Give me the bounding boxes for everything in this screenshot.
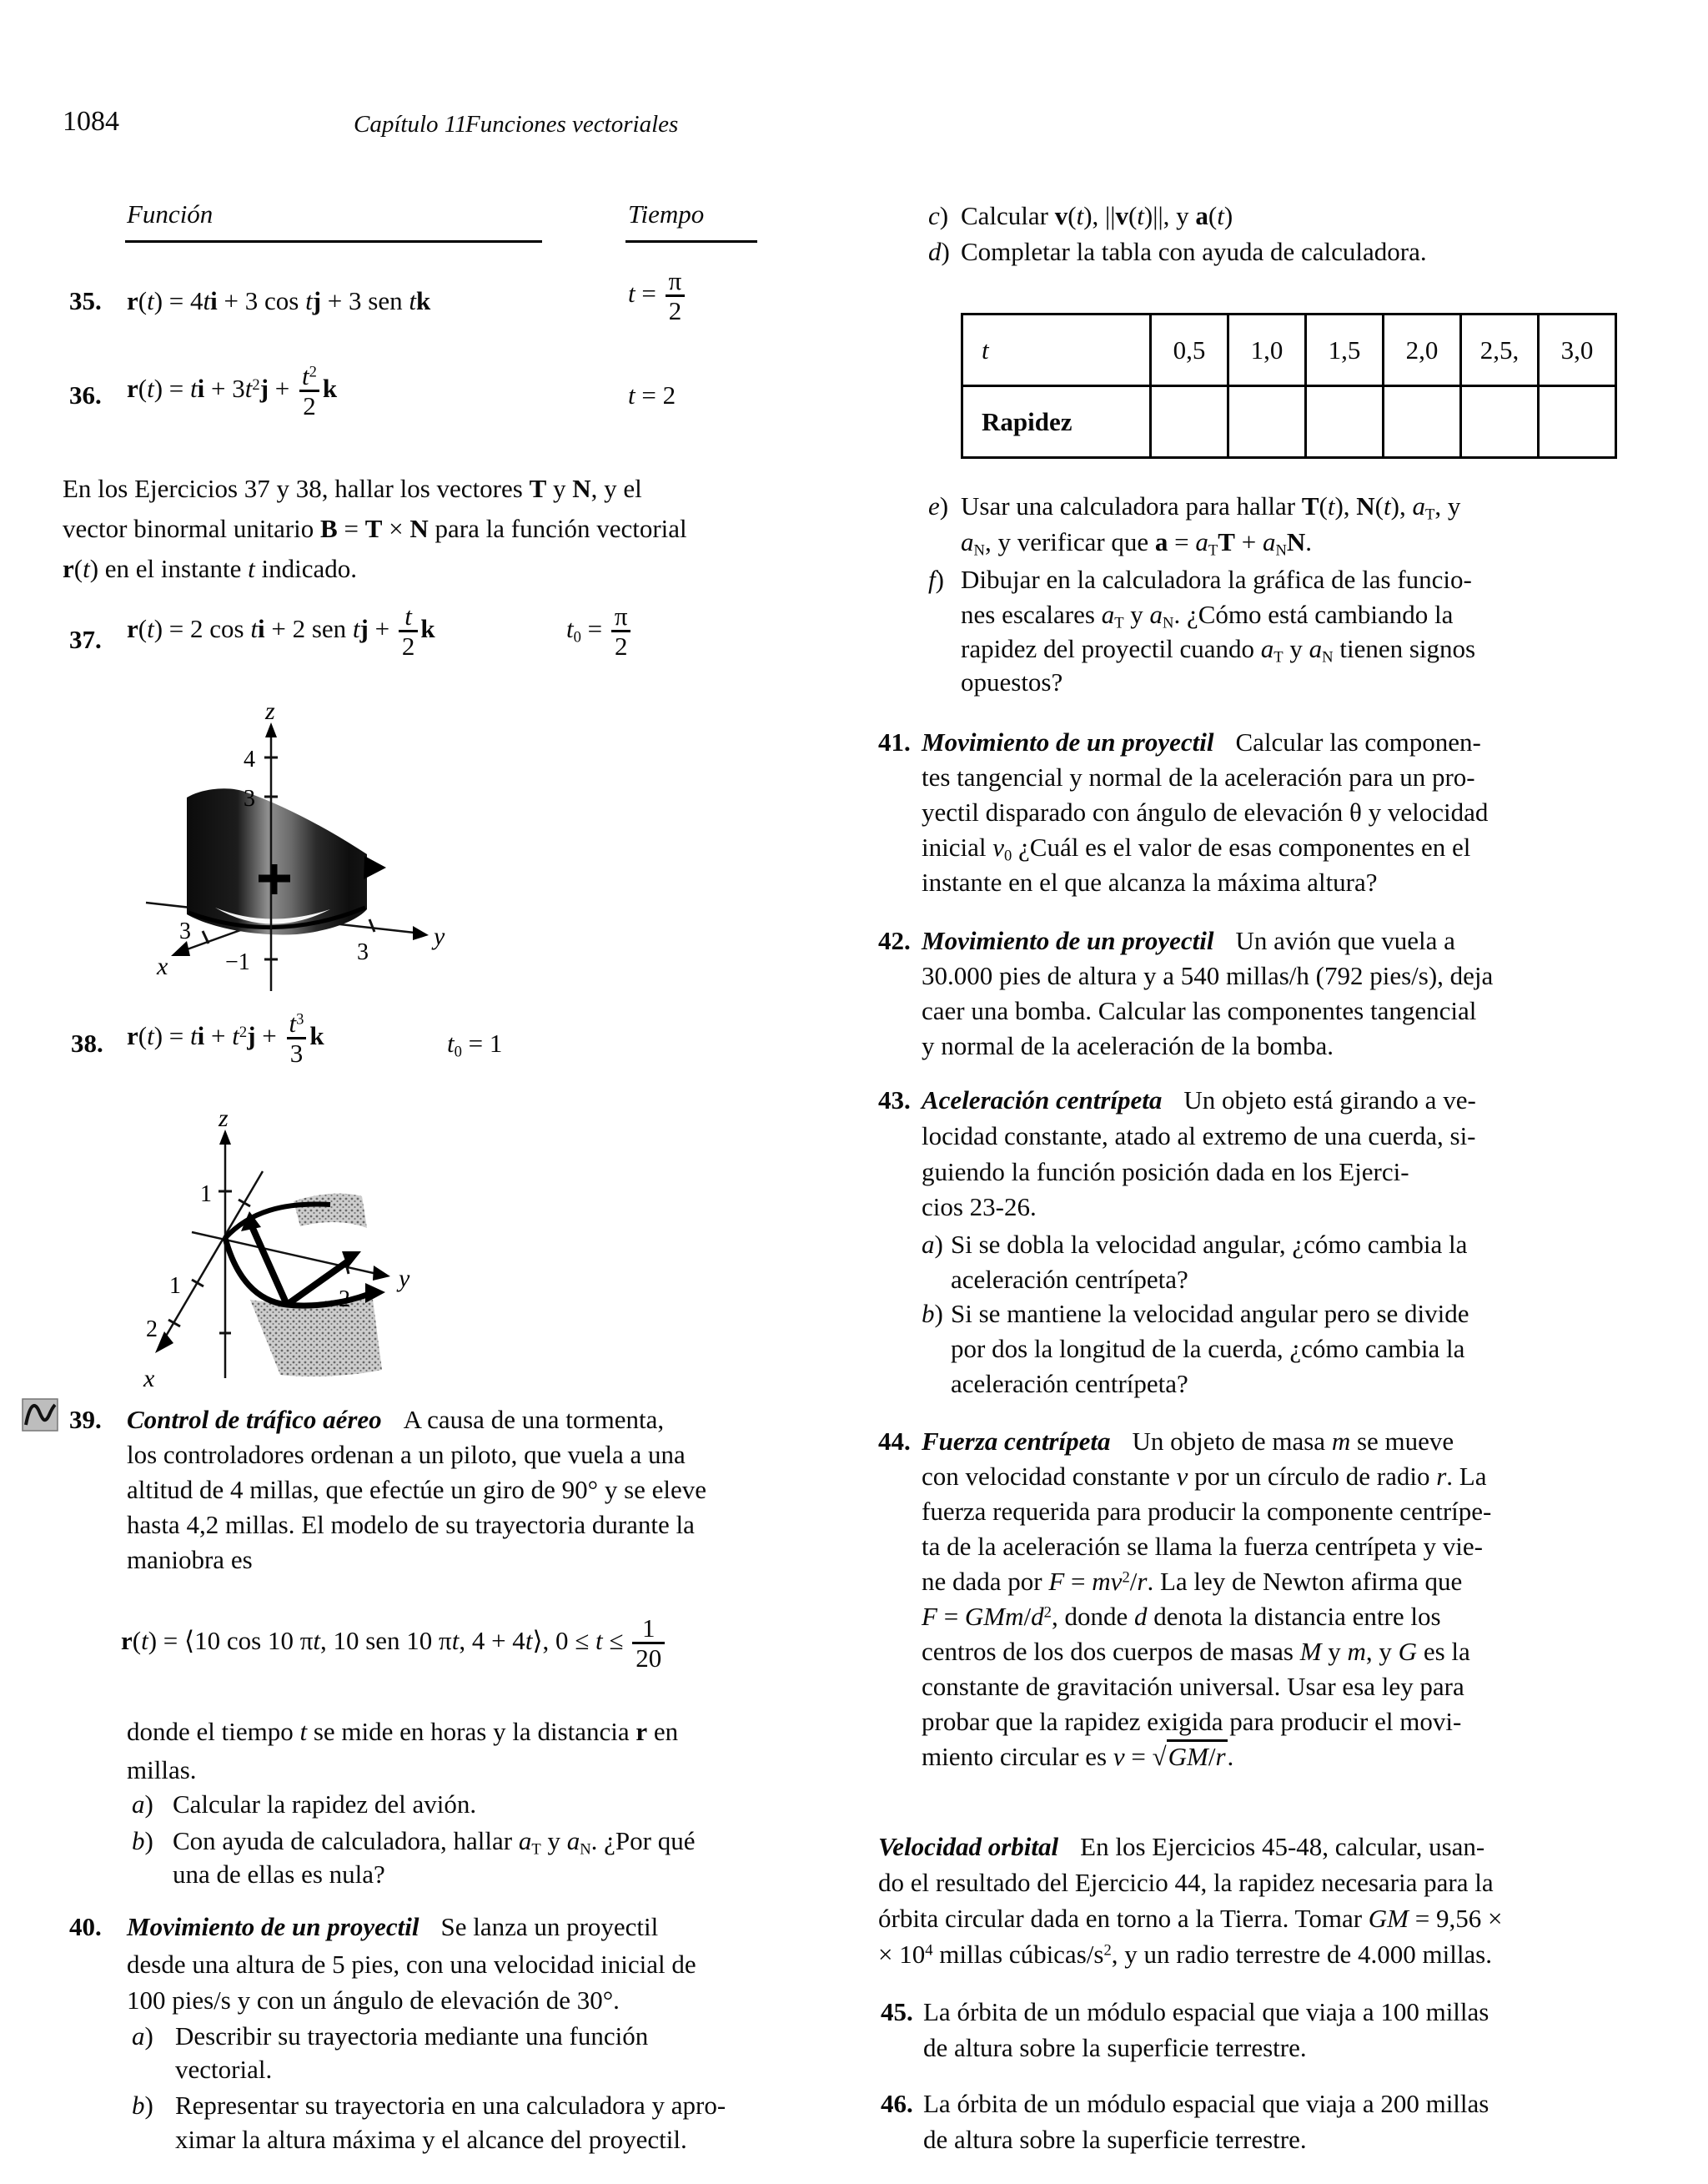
rapidez-empty-cell — [1384, 386, 1461, 458]
exercise-41-number: 41. — [878, 727, 911, 757]
exercise-39-line: donde el tiempo t se mide en horas y la distancia r en — [127, 1717, 679, 1746]
item-f-text: opuestos? — [961, 667, 1063, 697]
exercise-43-number: 43. — [878, 1085, 911, 1115]
orbital-intro-line: do el resultado del Ejercicio 44, la rapidez necesaria para la — [878, 1868, 1494, 1897]
orbital-intro-line — [878, 1829, 1484, 1864]
rapidez-empty-cell — [1151, 386, 1228, 458]
column-header-tiempo: Tiempo — [628, 199, 705, 229]
exercise-39-item-b-text: una de ellas es nula? — [173, 1859, 385, 1889]
exercise-38-graph — [125, 1110, 442, 1410]
exercise-43-line: cios 23-26. — [922, 1192, 1037, 1221]
table-header-row — [962, 315, 1616, 386]
exercise-40-item-a-text: Describir su trayectoria mediante una función — [175, 2021, 649, 2051]
exercise-44-line: con velocidad constante v por un círculo de radio r. La — [922, 1462, 1487, 1491]
x-axis-arrow — [155, 1331, 173, 1353]
instructions-line: En los Ejercicios 37 y 38, hallar los vectores T y N, y el — [63, 474, 642, 503]
exercise-39-item-a-text: Calcular la rapidez del avión. — [173, 1789, 477, 1819]
exercise-40-number: 40. — [69, 1912, 102, 1941]
z-tick-1-label: 1 — [200, 1181, 212, 1207]
exercise-39-item-b-text: Con ayuda de calculadora, hallar $a_T$ y $a_N$. ¿Por qué — [173, 1826, 696, 1859]
exercise-42-line: caer una bomba. Calcular las componentes tangencial — [922, 996, 1477, 1025]
column-header-funcion: Función — [127, 199, 214, 229]
item-d-text: Completar la tabla con ayuda de calculadora. — [961, 237, 1427, 266]
exercise-40-item-b-label: b) — [132, 2091, 153, 2120]
exercise-42-line: y normal de la aceleración de la bomba. — [922, 1031, 1334, 1060]
exercise-41-text: Calcular las componen- — [1235, 727, 1481, 757]
item-e-text: Usar una calculadora para hallar T(t), N(t), $a_T$, y — [961, 491, 1461, 524]
y-axis-tick-label: 3 — [357, 939, 369, 965]
y-axis-label: y — [399, 1265, 410, 1292]
exercise-40-text: Se lanza un proyectil — [440, 1912, 659, 1941]
exercise-42-title: Movimiento de un proyectil — [922, 926, 1214, 955]
exercise-39-line: millas. — [127, 1755, 197, 1784]
t-value-cell: 3,0 — [1539, 315, 1616, 386]
exercise-43-item-a-label: a) — [922, 1230, 943, 1259]
exercise-35-time: t = $\frac{\pi}{2}$ — [628, 267, 687, 325]
exercise-37-time: $t_0$ = $\frac{\pi}{2}$ — [566, 602, 634, 661]
exercise-40-item-b-text: ximar la altura máxima y el alcance del proyectil. — [175, 2125, 687, 2154]
exercise-40-item-b-text: Representar su trayectoria en una calculadora y apro- — [175, 2091, 726, 2120]
exercise-39-line: los controladores ordenan a un piloto, que vuela a una — [127, 1440, 686, 1469]
exercise-45-number: 45. — [881, 1997, 913, 2026]
instructions-line: r(t) en el instante t indicado. — [63, 554, 357, 583]
exercise-39-line: altitud de 4 millas, que efectúe un giro de 90° y se eleve — [127, 1475, 707, 1504]
exercise-44-title: Fuerza centrípeta — [922, 1427, 1111, 1456]
exercise-45-line: La órbita de un módulo espacial que viaja a 100 millas — [923, 1997, 1489, 2026]
rapidez-empty-cell — [1306, 386, 1384, 458]
exercise-46-line: La órbita de un módulo espacial que viaja a 200 millas — [923, 2089, 1489, 2118]
exercise-44-line: constante de gravitación universal. Usar esa ley para — [922, 1672, 1464, 1701]
table-rapidez-row — [962, 386, 1616, 458]
exercise-44-line: F = GMm/$d^2$, donde d denota la distancia entre los — [922, 1602, 1441, 1631]
item-f-label: f) — [928, 565, 944, 594]
exercise-37-graph — [108, 689, 450, 999]
exercise-36-number: 36. — [69, 380, 102, 410]
exercise-39-formula: r(t) = ⟨10 cos 10 πt, 10 sen 10 πt, 4 + 4t⟩, 0 ≤ t ≤ $\frac{1}{20}$ — [121, 1614, 667, 1673]
exercise-44-line: miento circular es v = √GM/r. — [922, 1739, 1233, 1774]
exercise-35-formula: r(t) = 4ti + 3 cos tj + 3 sen tk — [127, 286, 431, 315]
item-d-label: d) — [928, 237, 950, 266]
item-c-label: c) — [928, 201, 949, 230]
page-number: 1084 — [63, 106, 119, 137]
exercise-38-time: $t_0 = 1$ — [447, 1029, 503, 1061]
x-axis — [162, 1171, 263, 1343]
exercise-41-line: inicial $v_0$ ¿Cuál es el valor de esas componentes en el — [922, 833, 1471, 865]
exercise-35-number: 35. — [69, 286, 102, 315]
exercise-43-item-b-text: aceleración centrípeta? — [951, 1369, 1188, 1398]
orbital-title: Velocidad orbital — [878, 1832, 1059, 1861]
exercise-44-line: ne dada por $F = mv^2/r$. La ley de Newton afirma que — [922, 1567, 1463, 1596]
exercise-43-title: Aceleración centrípeta — [922, 1085, 1163, 1115]
exercise-40-item-a-text: vectorial. — [175, 2055, 273, 2084]
exercise-42-line — [922, 923, 1455, 959]
exercise-39-line — [127, 1402, 664, 1437]
item-c-text: Calcular v(t), ||v(t)||, y a(t) — [961, 201, 1233, 230]
helix-surface — [187, 788, 367, 934]
exercise-43-line — [922, 1083, 1476, 1118]
exercise-43-line: locidad constante, atado al extremo de una cuerda, si- — [922, 1121, 1476, 1150]
t-value-cell: 1,0 — [1228, 315, 1306, 386]
rapidez-empty-cell — [1461, 386, 1539, 458]
z-tick-3-label: 3 — [244, 786, 255, 812]
x-tick-1-label: 1 — [169, 1273, 181, 1299]
t-value-cell: 1,5 — [1306, 315, 1384, 386]
t-value-cell: 0,5 — [1151, 315, 1228, 386]
y-axis-arrow — [413, 926, 429, 940]
z-axis-label: z — [219, 1110, 229, 1132]
tiempo-underline — [625, 240, 757, 243]
y-axis-label: y — [434, 923, 445, 950]
orbital-intro-line: órbita circular dada en torno a la Tierra. Tomar GM = 9,56 × — [878, 1904, 1503, 1933]
item-f-text: rapidez del proyectil cuando $a_T$ y $a_N$ tienen signos — [961, 634, 1476, 667]
exercise-38-number: 38. — [71, 1029, 103, 1058]
exercise-42-text: Un avión que vuela a — [1235, 926, 1455, 955]
exercise-43-item-a-text: aceleración centrípeta? — [951, 1265, 1188, 1294]
exercise-43-item-b-text: Si se mantiene la velocidad angular pero se divide — [951, 1299, 1469, 1328]
exercise-45-line: de altura sobre la superficie terrestre. — [923, 2033, 1307, 2062]
exercise-41-line: tes tangencial y normal de la aceleración para un pro- — [922, 762, 1475, 792]
exercise-36-formula: r(t) = ti + $3t^2j$ + $\frac{t^2}{2}$ k — [127, 361, 338, 421]
curve-arrow — [364, 856, 386, 879]
exercise-40-line — [127, 1910, 658, 1945]
exercise-37-formula: r(t) = 2 cos ti + 2 sen tj + $\frac{t}{2}$ k — [127, 601, 435, 662]
exercise-44-number: 44. — [878, 1427, 911, 1456]
y-axis-arrow — [373, 1266, 390, 1281]
rapidez-empty-cell — [1228, 386, 1306, 458]
curve-arrow — [365, 1283, 385, 1303]
exercise-39-number: 39. — [69, 1405, 102, 1434]
exercise-44-line: probar que la rapidez exigida para producir el movi- — [922, 1707, 1462, 1736]
t-value-cell: 2,0 — [1384, 315, 1461, 386]
orbital-intro-line: × $10^4$ millas cúbicas/$s^2$, y un radio terrestre de 4.000 millas. — [878, 1940, 1493, 1969]
exercise-39-item-b-label: b) — [132, 1826, 153, 1855]
z-tick-4-label: 4 — [244, 747, 255, 772]
item-f-text: nes escalares $a_T$ y $a_N$. ¿Cómo está cambiando la — [961, 600, 1454, 632]
y-axis-tick — [369, 919, 374, 932]
exercise-36-time: t = 2 — [628, 380, 676, 410]
exercise-39-item-a-label: a) — [132, 1789, 153, 1819]
section-title: Funciones vectoriales — [465, 111, 679, 138]
orbital-text: En los Ejercicios 45-48, calcular, usan- — [1080, 1832, 1485, 1861]
x-axis-label: x — [157, 953, 168, 980]
y-tick-2-label: 2 — [339, 1286, 350, 1312]
exercise-41-line — [922, 725, 1481, 760]
item-e-label: e) — [928, 491, 949, 521]
x-axis-label: x — [143, 1365, 155, 1392]
exercise-38-formula: r(t) = ti + $t^2j$ + $\frac{t^3}{3}$ k — [127, 1009, 324, 1069]
exercise-40-line: 100 pies/s y con un ángulo de elevación de 30°. — [127, 1985, 620, 2015]
t-header-cell: t — [962, 315, 1151, 386]
exercise-41-line: yectil disparado con ángulo de elevación θ y velocidad — [922, 798, 1489, 827]
funcion-underline — [125, 240, 542, 243]
rapidez-empty-cell — [1539, 386, 1616, 458]
exercise-39-text: A causa de una tormenta, — [403, 1405, 665, 1434]
exercise-40-title: Movimiento de un proyectil — [127, 1912, 419, 1941]
item-e-text: $a_N$, y verificar que $a = a_TT + a_NN$. — [961, 527, 1313, 560]
exercise-41-title: Movimiento de un proyectil — [922, 727, 1214, 757]
exercise-39-line: hasta 4,2 millas. El modelo de su trayectoria durante la — [127, 1510, 695, 1539]
exercise-40-item-a-label: a) — [132, 2021, 153, 2051]
exercise-43-text: Un objeto está girando a ve- — [1183, 1085, 1476, 1115]
speed-table — [961, 313, 1617, 459]
exercise-44-line: ta de la aceleración se llama la fuerza centrípeta y vie- — [922, 1532, 1483, 1561]
instructions-line: vector binormal unitario B = T × N para la función vectorial — [63, 514, 687, 543]
exercise-44-line: centros de los dos cuerpos de masas M y m, y G es la — [922, 1637, 1470, 1666]
exercise-41-line: instante en el que alcanza la máxima altura? — [922, 868, 1378, 897]
x-axis-tick-label: 3 — [179, 918, 191, 944]
technology-icon — [22, 1398, 58, 1432]
rapidez-header-cell: Rapidez — [962, 386, 1151, 458]
exercise-43-item-a-text: Si se dobla la velocidad angular, ¿cómo cambia la — [951, 1230, 1468, 1259]
z-tick-minus1-label: −1 — [225, 949, 250, 975]
exercise-40-line: desde una altura de 5 pies, con una velocidad inicial de — [127, 1950, 696, 1979]
exercise-46-number: 46. — [881, 2089, 913, 2118]
exercise-42-line: 30.000 pies de altura y a 540 millas/h (792 pies/s), deja — [922, 961, 1494, 990]
exercise-39-line: maniobra es — [127, 1545, 253, 1574]
exercise-44-line — [922, 1424, 1454, 1459]
exercise-37-number: 37. — [69, 625, 102, 654]
chapter-title: Capítulo 11 — [354, 111, 467, 138]
exercise-43-item-b-label: b) — [922, 1299, 943, 1328]
z-axis-label: z — [265, 697, 275, 725]
item-f-text: Dibujar en la calculadora la gráfica de las funcio- — [961, 565, 1472, 594]
exercise-43-item-b-text: por dos la longitud de la cuerda, ¿cómo cambia la — [951, 1334, 1465, 1363]
x-tick-2-label: 2 — [146, 1316, 158, 1342]
shaded-region-upper — [294, 1194, 367, 1228]
exercise-44-text: Un objeto de masa m se mueve — [1132, 1427, 1454, 1456]
t-value-cell: 2,5, — [1461, 315, 1539, 386]
exercise-43-line: guiendo la función posición dada en los Ejerci- — [922, 1157, 1409, 1186]
exercise-42-number: 42. — [878, 926, 911, 955]
exercise-39-title: Control de tráfico aéreo — [127, 1405, 382, 1434]
exercise-44-line: fuerza requerida para producir la componente centrípe- — [922, 1497, 1492, 1526]
exercise-46-line: de altura sobre la superficie terrestre. — [923, 2125, 1307, 2154]
